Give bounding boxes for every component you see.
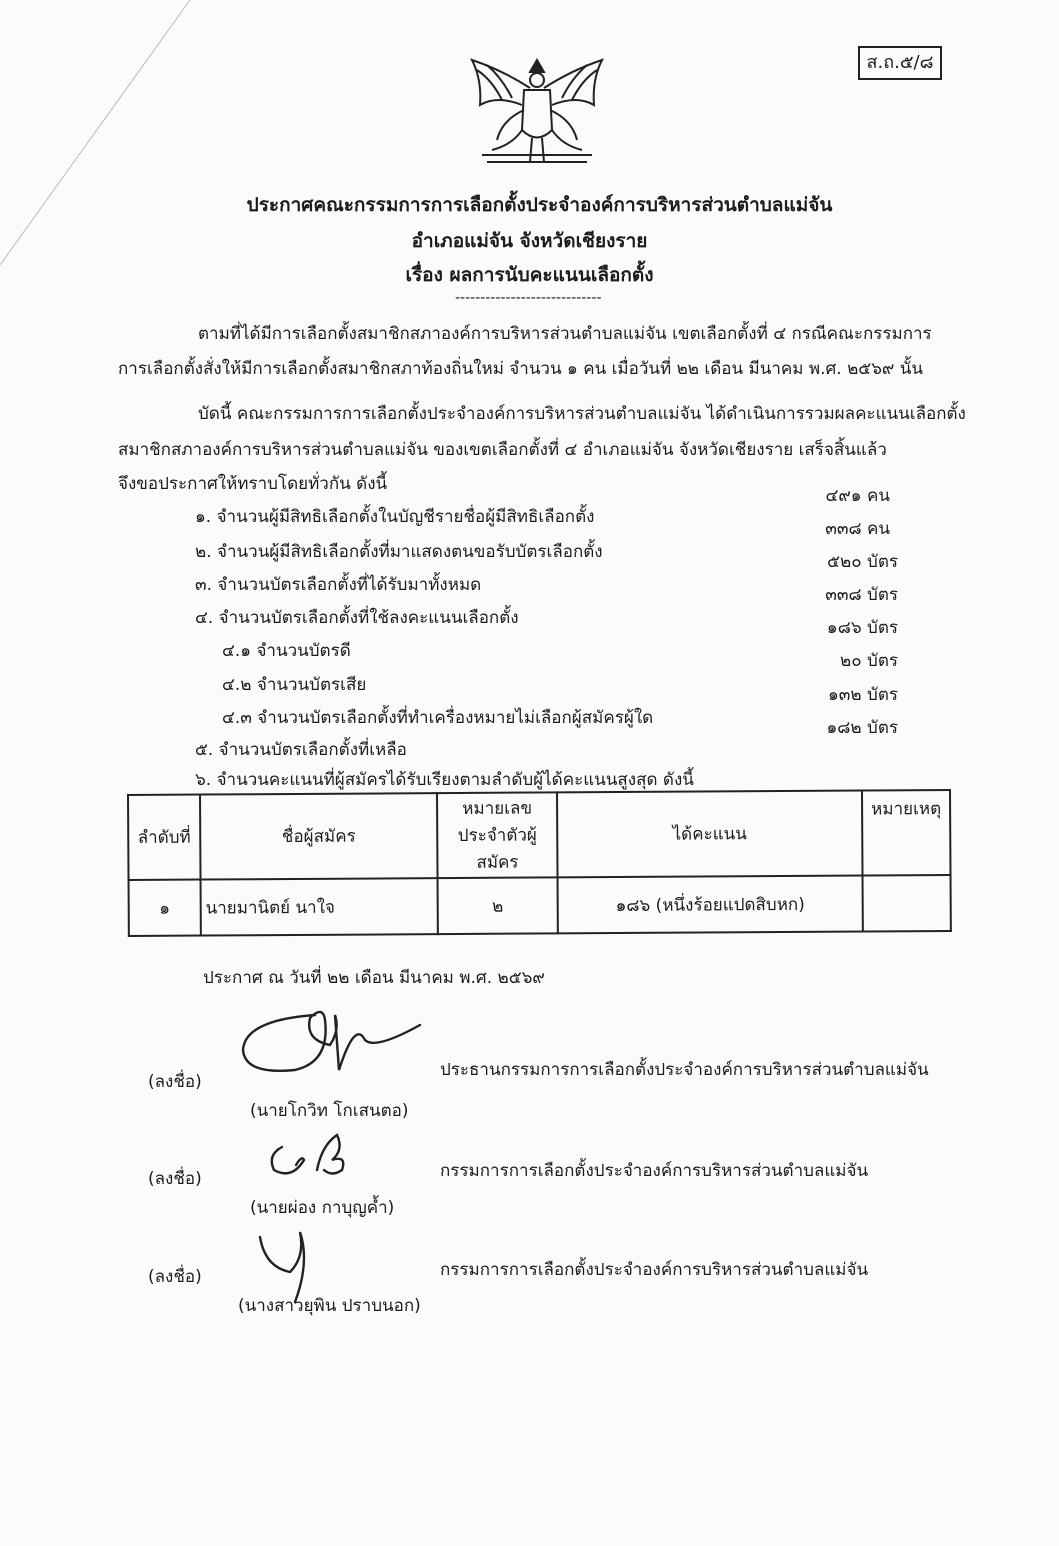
item-4-2-label: ๔.๒ จำนวนบัตรเสีย <box>222 675 367 695</box>
cell-number: ๒ <box>438 877 558 934</box>
announce-date: ประกาศ ณ วันที่ ๒๒ เดือน มีนาคม พ.ศ. ๒๕๖๙ <box>203 968 545 988</box>
item-5-value: ๑๘๒ บัตร <box>826 718 898 738</box>
item-6-label: ๖. จำนวนคะแนนที่ผู้สมัครได้รับเรียงตามลำดับผู้ได้คะแนนสูงสุด ดังนี้ <box>195 770 694 790</box>
signature-3-position: กรรมการการเลือกตั้งประจำองค์การบริหารส่วนตำบลแม่จัน <box>440 1260 869 1280</box>
signature-1-name: (นายโกวิท โกเสนตอ) <box>250 1101 409 1121</box>
title-line-2: อำเภอแม่จัน จังหวัดเชียงราย <box>411 230 648 252</box>
item-2-value: ๓๓๘ คน <box>825 519 890 539</box>
header-order: ลำดับที่ <box>128 795 200 880</box>
results-table <box>127 789 952 937</box>
signature-3-label: (ลงชื่อ) <box>148 1267 202 1287</box>
item-4-value: ๓๓๘ บัตร <box>825 585 898 605</box>
signature-1-mark <box>235 1000 425 1090</box>
header-number <box>437 792 557 878</box>
title-line-1: ประกาศคณะกรรมการการเลือกตั้งประจำองค์การบริหารส่วนตำบลแม่จัน <box>246 194 833 216</box>
title-separator: ----------------------------- <box>455 290 602 306</box>
item-4-1-label: ๔.๑ จำนวนบัตรดี <box>222 641 351 661</box>
signature-2-label: (ลงชื่อ) <box>148 1169 202 1189</box>
cell-name: นายมานิตย์ นาใจ <box>200 878 438 935</box>
item-1-value: ๔๙๑ คน <box>825 486 890 506</box>
paragraph-1-line-2: การเลือกตั้งสั่งให้มีการเลือกตั้งสมาชิกสภาท้องถิ่นใหม่ จำนวน ๑ คน เมื่อวันที่ ๒๒ เดือน มีนาคม พ.ศ. ๒๕๖๙ นั้น <box>118 359 924 379</box>
form-code-box: ส.ถ.๕/๘ <box>858 46 942 80</box>
item-5-label: ๕. จำนวนบัตรเลือกตั้งที่เหลือ <box>195 740 407 760</box>
item-3-value: ๕๒๐ บัตร <box>827 552 898 572</box>
item-1-label: ๑. จำนวนผู้มีสิทธิเลือกตั้งในบัญชีรายชื่อผู้มีสิทธิเลือกตั้ง <box>195 507 595 527</box>
header-score: ได้คะแนน <box>557 791 863 878</box>
signature-2-name: (นายผ่อง กาบุญค้ำ) <box>250 1198 395 1218</box>
signature-1-position: ประธานกรรมการการเลือกตั้งประจำองค์การบริหารส่วนตำบลแม่จัน <box>440 1060 929 1080</box>
signature-1-label: (ลงชื่อ) <box>148 1072 202 1092</box>
item-4-label: ๔. จำนวนบัตรเลือกตั้งที่ใช้ลงคะแนนเลือกตั้ง <box>195 608 519 628</box>
item-4-1-value: ๑๘๖ บัตร <box>826 618 898 638</box>
cell-score: ๑๘๖ (หนึ่งร้อยแปดสิบหก) <box>557 876 862 934</box>
table-row <box>129 875 951 936</box>
signature-2-mark <box>262 1125 362 1195</box>
item-2-label: ๒. จำนวนผู้มีสิทธิเลือกตั้งที่มาแสดงตนขอรับบัตรเลือกตั้ง <box>195 542 603 562</box>
item-4-3-label: ๔.๓ จำนวนบัตรเลือกตั้งที่ทำเครื่องหมายไม่เลือกผู้สมัครผู้ใด <box>222 708 654 728</box>
garuda-emblem-icon <box>462 50 612 170</box>
paragraph-2-line-3: จึงขอประกาศให้ทราบโดยทั่วกัน ดังนี้ <box>118 474 388 494</box>
header-note: หมายเหตุ <box>862 790 951 876</box>
paragraph-2-line-2: สมาชิกสภาองค์การบริหารส่วนตำบลแม่จัน ของเขตเลือกตั้งที่ ๔ อำเภอแม่จัน จังหวัดเชียงราย เสร็จสิ้นแล้ว <box>118 440 887 460</box>
table-header-row <box>128 790 951 880</box>
header-number-line-2: ประจำตัวผู้สมัคร <box>457 825 537 873</box>
signature-2-position: กรรมการการเลือกตั้งประจำองค์การบริหารส่วนตำบลแม่จัน <box>440 1161 869 1181</box>
paragraph-1-line-1: ตามที่ได้มีการเลือกตั้งสมาชิกสภาองค์การบริหารส่วนตำบลแม่จัน เขตเลือกตั้งที่ ๔ กรณีคณะกรรมการ <box>198 324 932 344</box>
item-4-3-value: ๑๓๒ บัตร <box>828 685 898 705</box>
paragraph-2-line-1: บัดนี้ คณะกรรมการการเลือกตั้งประจำองค์การบริหารส่วนตำบลแม่จัน ได้ดำเนินการรวมผลคะแนนเลือกตั้ง <box>198 404 966 424</box>
item-4-2-value: ๒๐ บัตร <box>840 651 898 671</box>
cell-order: ๑ <box>129 880 201 936</box>
header-number-line-1: หมายเลข <box>462 798 533 819</box>
cell-note <box>863 875 951 932</box>
item-3-label: ๓. จำนวนบัตรเลือกตั้งที่ได้รับมาทั้งหมด <box>195 575 482 595</box>
title-line-3: เรื่อง ผลการนับคะแนนเลือกตั้ง <box>405 264 654 286</box>
signature-3-name: (นางสาวยุพิน ปราบนอก) <box>238 1296 421 1316</box>
header-name: ชื่อผู้สมัคร <box>200 793 438 879</box>
